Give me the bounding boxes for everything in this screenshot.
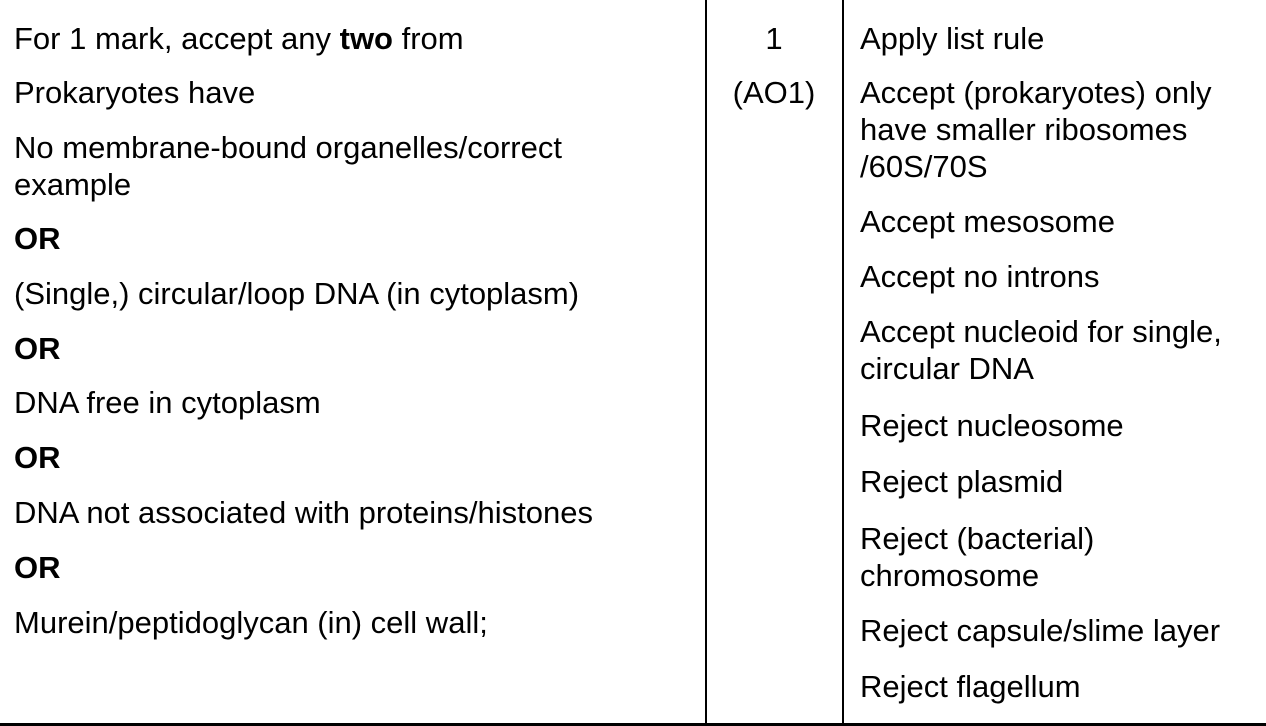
answer-line: DNA free in cytoplasm <box>14 385 321 420</box>
answer-line: Prokaryotes have <box>14 75 256 110</box>
guidance-column <box>860 0 1260 722</box>
answer-intro-emphasis: two <box>339 21 393 56</box>
answer-or: OR <box>14 221 61 256</box>
answer-or: OR <box>14 550 61 585</box>
mark-value: 1 <box>765 21 783 56</box>
answer-intro: For 1 mark, accept any two from <box>14 21 464 56</box>
answer-line: (Single,) circular/loop DNA (in cytoplasm) <box>14 276 580 311</box>
guidance-item: Reject flagellum <box>860 669 1081 704</box>
answer-line-final: Murein/peptidoglycan (in) cell wall; <box>14 605 488 640</box>
marks-column <box>706 0 842 722</box>
guidance-item: Accept no introns <box>860 259 1100 294</box>
guidance-item: Reject plasmid <box>860 464 1064 499</box>
marking-point-separator: ; <box>479 605 488 640</box>
guidance-item: Reject (bacterial) chromosome <box>860 521 1095 593</box>
guidance-item: Reject nucleosome <box>860 408 1124 443</box>
guidance-item: Accept mesosome <box>860 204 1115 239</box>
guidance-item: Reject capsule/slime layer <box>860 613 1221 648</box>
guidance-item: Accept (prokaryotes) only have smaller ribosomes /60S/70S <box>860 75 1212 184</box>
column-divider <box>842 0 844 724</box>
guidance-item: Accept nucleoid for single, circular DNA <box>860 314 1222 386</box>
answer-line: DNA not associated with proteins/histones <box>14 495 593 530</box>
answer-or: OR <box>14 331 61 366</box>
guidance-item: Apply list rule <box>860 21 1045 56</box>
answer-column <box>14 0 704 722</box>
answer-line: No membrane-bound organelles/correct example <box>14 130 562 202</box>
answer-or: OR <box>14 440 61 475</box>
assessment-objective: (AO1) <box>732 75 816 110</box>
